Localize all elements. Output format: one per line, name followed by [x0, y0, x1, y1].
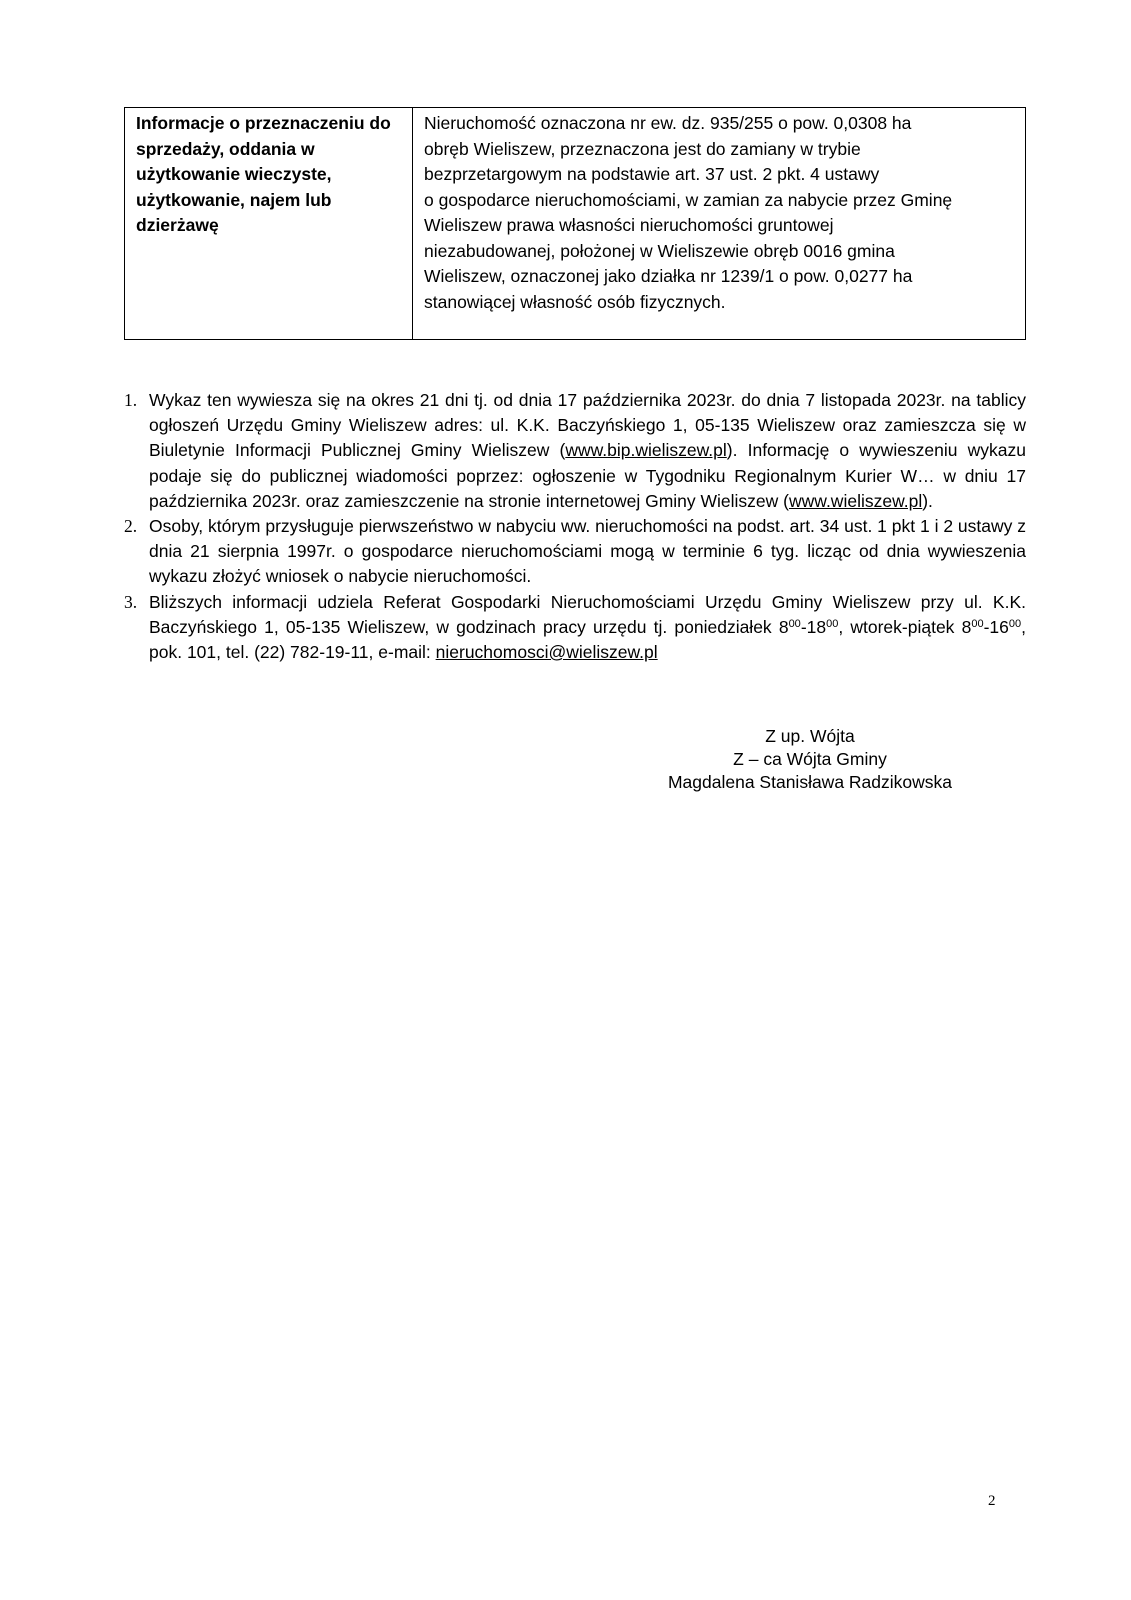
point-text: ). — [922, 490, 933, 511]
point-text: Bliższych informacji udziela Referat Gospodarki Nieruchomościami Urzędu Gminy Wieliszew przy ul. K.K. Baczyńskiego 1, 05-135 Wieliszew, w godzinach pracy urzędu tj. poniedziałek 8 — [149, 591, 1026, 637]
value-line: Wieliszew, oznaczonej jako działka nr 1239/1 o pow. 0,0277 ha — [424, 266, 913, 286]
value-line: bezprzetargowym na podstawie art. 37 ust. 2 pkt. 4 ustawy — [424, 164, 880, 184]
value-line: Nieruchomość oznaczona nr ew. dz. 935/255 o pow. 0,0308 ha — [424, 113, 912, 133]
website-link[interactable]: www.wieliszew.pl — [789, 490, 923, 511]
numbered-points — [124, 388, 1026, 665]
value-line: obręb Wieliszew, przeznaczona jest do zamiany w trybie — [424, 138, 861, 159]
point-text: , wtorek-piątek 8 — [838, 616, 972, 637]
signature-name: Magdalena Stanisława Radzikowska — [667, 772, 953, 792]
point-text: Osoby, którym przysługuje pierwszeństwo w nabyciu ww. nieruchomości na podst. art. 34 ust. 1 pkt 1 i 2 ustawy z dnia 21 sierpnia 1997r. o gospodarce nieruchomościami mogą w terminie 6 tyg. licząc od dnia wywieszenia wykazu złożyć wniosek o nabycie nieruchomości. — [149, 516, 1026, 587]
page-number: 2 — [988, 1493, 996, 1509]
point-text: ). Informację o wywieszeniu wykazu podaje się do publicznej wiadomości poprzez: ogłoszenie w Tygodniku Regionalnym Kurier W… w dniu 17 października 2023r. oraz zamieszczenie na stronie internetowej Gminy Wieliszew ( — [149, 440, 1027, 511]
superscript: 00 — [826, 617, 839, 630]
point-number: 1. — [124, 390, 138, 410]
superscript: 00 — [788, 617, 801, 630]
signature-line: Z – ca Wójta Gminy — [733, 749, 887, 769]
bip-link[interactable]: www.bip.wieliszew.pl — [565, 440, 727, 461]
superscript: 00 — [1008, 617, 1022, 630]
value-line: o gospodarce nieruchomościami, w zamian za nabycie przez Gminę — [424, 189, 953, 210]
point-item-1 — [124, 388, 1026, 514]
table-row — [125, 108, 1026, 340]
point-text: Wykaz ten wywiesza się na okres 21 dni tj. od dnia 17 października 2023r. do dnia 7 listopada 2023r. na tablicy ogłoszeń Urzędu Gminy Wieliszew adres: ul. K.K. Baczyńskiego 1, 05-135 Wieliszew oraz zamieszcza się w Biuletynie Informacji Publicznej Gminy Wieliszew ( — [149, 390, 1026, 461]
superscript: 00 — [971, 617, 984, 630]
value-line: Wieliszew prawa własności nieruchomości gruntowej — [424, 215, 834, 235]
info-table — [124, 107, 1026, 340]
point-number: 3. — [124, 591, 138, 612]
signature-block — [660, 725, 960, 794]
point-item-2 — [124, 514, 1026, 590]
signature-line: Z up. Wójta — [765, 726, 855, 746]
point-number: 2. — [124, 516, 138, 537]
table-label-cell: Informacje o przeznaczeniu do sprzedaży, oddania w użytkowanie wieczyste, użytkowanie, najem lub dzierżawę — [125, 108, 413, 340]
point-item-3 — [124, 590, 1026, 666]
email-link[interactable]: nieruchomosci@wieliszew.pl — [435, 642, 658, 663]
table-value-cell — [413, 108, 1026, 340]
point-text: -18 — [800, 616, 827, 637]
value-line: niezabudowanej, położonej w Wieliszewie obręb 0016 gmina — [424, 240, 895, 261]
point-text: , pok. 101, tel. (22) 782-19-11, e-mail: — [149, 616, 1026, 663]
value-line: stanowiącej własność osób fizycznych. — [424, 291, 726, 312]
point-text: -16 — [983, 616, 1009, 637]
